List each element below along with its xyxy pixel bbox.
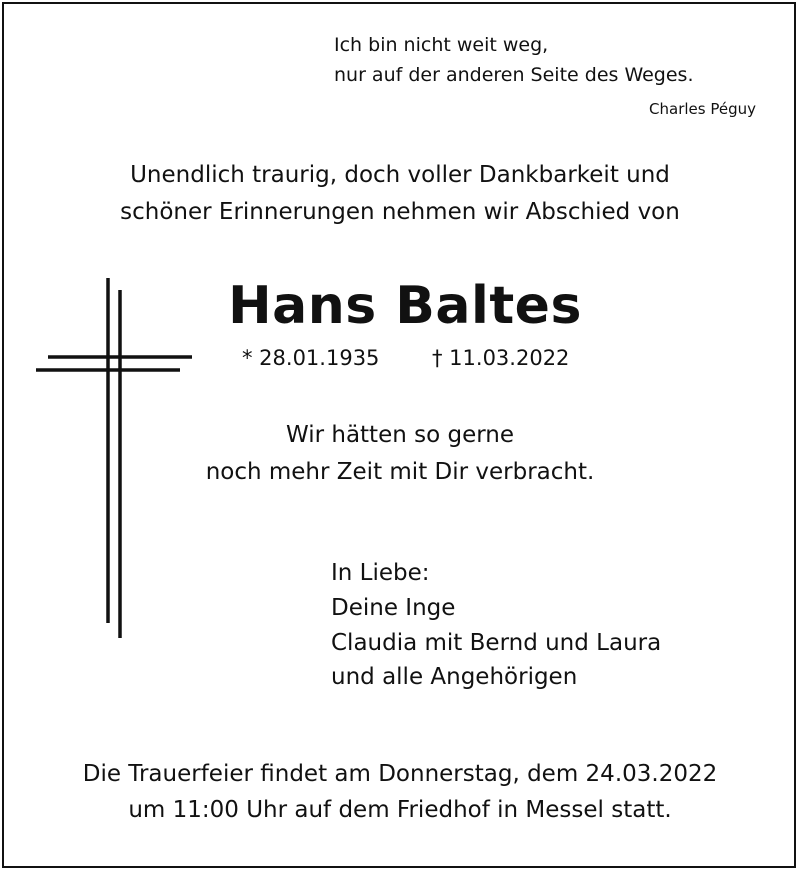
saying-line-2: noch mehr Zeit mit Dir verbracht.: [205, 459, 595, 485]
funeral-line-2: um 11:00 Uhr auf dem Friedhof in Messel statt.: [128, 797, 672, 823]
saying-line-1: Wir hätten so gerne: [285, 422, 515, 448]
family-line: In Liebe:: [331, 560, 430, 586]
intro-line-1: Unendlich traurig, doch voller Dankbarkeit und: [130, 162, 670, 188]
family-line: und alle Angehörigen: [331, 664, 578, 690]
birth-date: * 28.01.1935: [242, 346, 380, 370]
quote-line-1: Ich bin nicht weit weg,: [334, 34, 549, 56]
intro-line-2: schöner Erinnerungen nehmen wir Abschied von: [120, 199, 680, 225]
deceased-name: Hans Baltes: [228, 276, 582, 336]
family-line: Claudia mit Bernd und Laura: [331, 630, 662, 656]
quote-line-2: nur auf der anderen Seite des Weges.: [334, 64, 694, 86]
funeral-line-1: Die Trauerfeier findet am Donnerstag, dem 24.03.2022: [82, 761, 718, 787]
family-line: Deine Inge: [331, 595, 456, 621]
quote-author: Charles Péguy: [649, 100, 756, 118]
death-date: † 11.03.2022: [432, 346, 570, 370]
